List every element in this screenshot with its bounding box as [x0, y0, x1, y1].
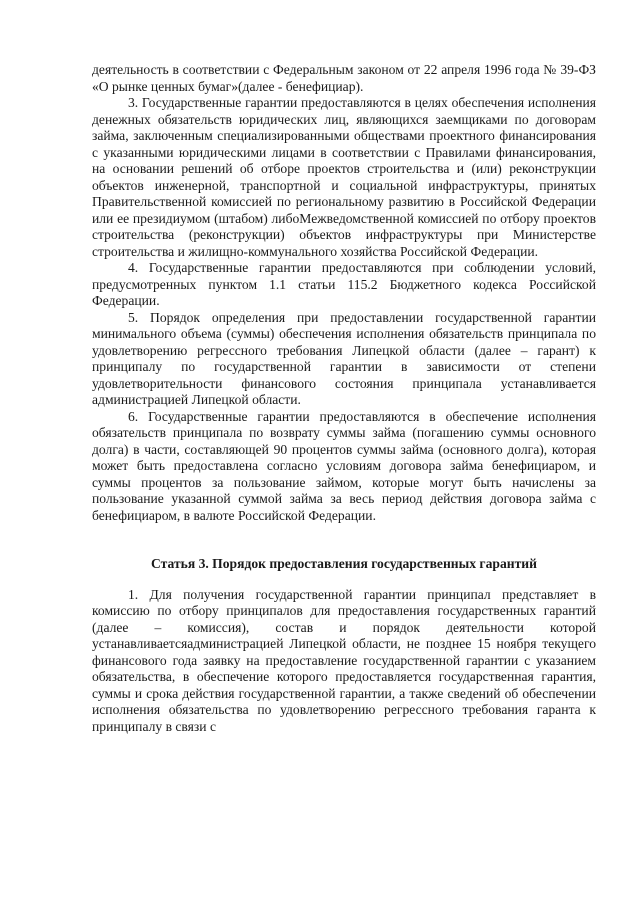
document-page: [92, 62, 596, 735]
paragraph-item-3: 3. Государственные гарантии предоставляются в целях обеспечения исполнения денежных обязательств юридических лиц, являющихся заемщиками по договорам займа, заключенным специализированными обществами проектного финансирования с указанными юридическими лицами в соответствии с Правилами финансирования, на основании решений об отборе проектов строительства и (или) реконструкции объектов инженерной, транспортной и социальной инфраструктуры, принятых Правительственной комиссией по региональному развитию в Российской Федерации или ее президиумом (штабом) либоМежведомственной комиссией по отбору проектов строительства (реконструкции) объектов инфраструктуры при Министерстве строительства и жилищно-коммунального хозяйства Российской Федерации.: [92, 95, 596, 259]
article-heading: Статья 3. Порядок предоставления государственных гарантий: [151, 556, 537, 571]
paragraph-continuation: деятельность в соответствии с Федеральным законом от 22 апреля 1996 года № 39-ФЗ «О рынке ценных бумаг»(далее - бенефициар).: [92, 62, 596, 94]
section-spacer: [92, 524, 596, 556]
paragraph-item-6: 6. Государственные гарантии предоставляются в обеспечение исполнения обязательств принципала по возврату суммы займа (погашению суммы основного долга) в части, составляющей 90 процентов суммы займа (основного долга), которая может быть предоставлена согласно условиям договора займа бенефициаром, и суммы процентов за пользование займом, которые могут быть начислены за пользование указанной суммой займа за весь период действия договора займа с бенефициаром, в валюте Российской Федерации.: [92, 408, 596, 523]
paragraph-item-4: 4. Государственные гарантии предоставляются при соблюдении условий, предусмотренных пунктом 1.1 статьи 115.2 Бюджетного кодекса Российской Федерации.: [92, 260, 596, 308]
paragraph-article3-item-1: 1. Для получения государственной гарантии принципал представляет в комиссию по отбору принципалов для предоставления государственных гарантий (далее – комиссия), состав и порядок деятельности которой устанавливаетсяадминистрацией Липецкой области, не позднее 15 ноября текущего финансового года заявку на предоставление государственной гарантии с указанием обязательства, в обеспечение которого предоставляется государственная гарантия, суммы и срока действия государственной гарантии, а также сведений об обеспечении исполнения обязательства по удовлетворению регрессного требования гаранта к принципалу в связи с: [92, 586, 596, 734]
paragraph-item-5: 5. Порядок определения при предоставлении государственной гарантии минимального объема (суммы) обеспечения исполнения обязательств принципала по удовлетворению регрессного требования Липецкой области (далее – гарант) к принципалу по государственной гарантии в зависимости от степени удовлетворительности финансового состояния принципала устанавливается администрацией Липецкой области.: [92, 309, 596, 407]
